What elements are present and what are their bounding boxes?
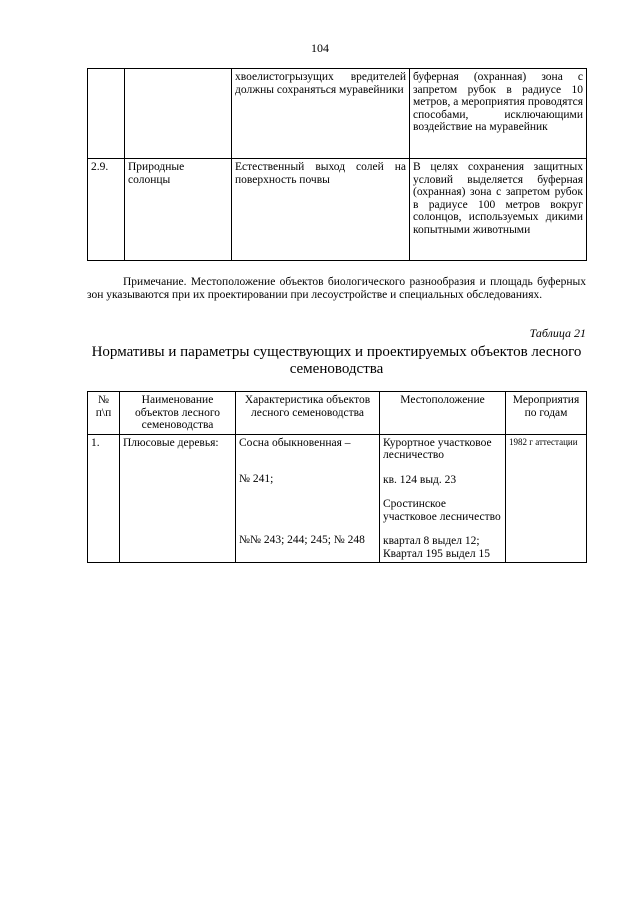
object-name-cell	[125, 69, 232, 159]
page-number: 104	[311, 41, 329, 55]
object-name-cell: Плюсовые деревья:	[120, 434, 236, 563]
header-characteristic: Характеристика объектов лесного семеноводства	[236, 392, 380, 435]
location-line: кв. 124 выд. 23	[383, 473, 457, 486]
location-line: Квартал 195 выдел 15	[383, 547, 490, 560]
table-row	[88, 69, 587, 159]
table-title: Нормативы и параметры существующих и проектируемых объектов лесного семеноводства	[91, 344, 582, 377]
location-line: Сростинское участковое лесничество	[383, 498, 501, 523]
row-number-cell: 1.	[88, 434, 120, 563]
header-location: Местоположение	[380, 392, 506, 435]
characteristic-line: №№ 243; 244; 245; № 248	[239, 533, 365, 546]
header-name: Наименование объектов лесного семеноводства	[120, 392, 236, 435]
header-measures: Мероприятия по годам	[506, 392, 587, 435]
table-label: Таблица 21	[529, 326, 586, 340]
location-cell	[380, 434, 506, 563]
location-line: квартал 8 выдел 12;	[383, 535, 480, 547]
characteristic-line: Сосна обыкновенная –	[239, 436, 351, 449]
measures-cell: 1982 г аттестации	[506, 434, 587, 563]
characteristic-cell: Естественный выход солей на поверхность почвы	[232, 159, 410, 261]
location-line: Курортное участковое лесничество	[383, 436, 492, 461]
row-number-cell: 2.9.	[88, 159, 125, 261]
note-paragraph: Примечание. Местоположение объектов биологического разнообразия и площадь буферных зон указываются при их проектировании при лесоустройстве и специальных обследованиях.	[87, 276, 586, 301]
row-number-cell	[88, 69, 125, 159]
measures-cell: В целях сохранения защитных условий выделяется буферная (охранная) зона с запретом рубок в радиусе 100 метров вокруг солонцов, используемых дикими копытными животными	[410, 159, 587, 261]
object-name-cell: Природные солонцы	[125, 159, 232, 261]
characteristic-cell	[236, 434, 380, 563]
table-header-row	[88, 392, 587, 435]
header-number: № п\п	[88, 392, 120, 435]
measures-cell: буферная (охранная) зона с запретом рубок в радиусе 10 метров, а мероприятия проводятся способами, исключающими воздействие на муравейник	[410, 69, 587, 159]
seed-objects-table	[87, 391, 587, 563]
characteristic-cell: хвоелистогрызущих вредителей должны сохраняться муравейники	[232, 69, 410, 159]
table-row	[88, 159, 587, 261]
biodiversity-table	[87, 68, 587, 261]
characteristic-line: № 241;	[239, 473, 274, 485]
table-row	[88, 434, 587, 563]
